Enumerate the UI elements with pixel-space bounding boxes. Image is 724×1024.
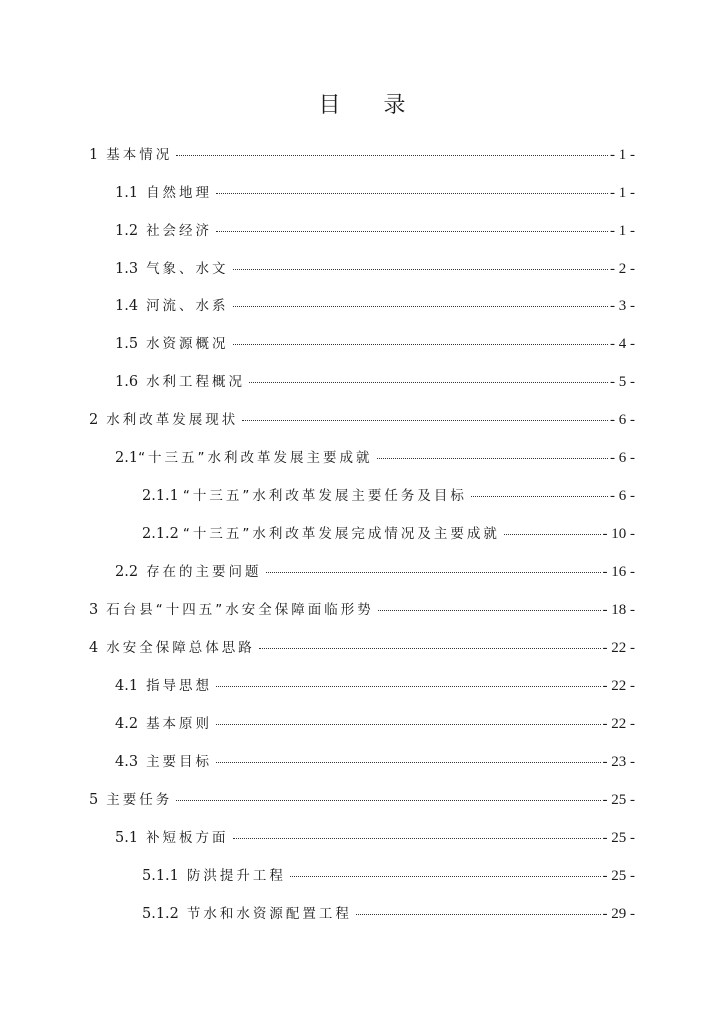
toc-page-number: - 2 - (610, 261, 635, 277)
toc-title: 水安全保障总体思路 (106, 640, 255, 656)
toc-page-number: - 29 - (602, 906, 635, 922)
toc-leader-dots (290, 876, 601, 877)
toc-entry[interactable] (115, 297, 635, 315)
toc-page-number: - 1 - (610, 147, 635, 163)
toc-page-number: - 22 - (602, 678, 635, 694)
toc-title: 自然地理 (146, 185, 213, 201)
toc-page-number: - 22 - (602, 716, 635, 732)
toc-page-number: - 25 - (602, 868, 635, 884)
toc-title: 基本情况 (106, 147, 173, 163)
toc-number: 4.1 (115, 678, 139, 694)
toc-title: 水利工程概况 (146, 374, 246, 390)
toc-number: 1.3 (115, 261, 139, 277)
toc-entry[interactable] (115, 715, 635, 733)
toc-title: 补短板方面 (146, 830, 229, 846)
toc-page-number: - 3 - (610, 298, 635, 314)
toc-page-number: - 4 - (610, 336, 635, 352)
toc-leader-dots (233, 344, 608, 345)
toc-entry[interactable] (115, 563, 635, 581)
toc-number: 2.1.2 (142, 526, 179, 542)
toc-entry[interactable] (115, 449, 635, 467)
toc-leader-dots (216, 193, 608, 194)
toc-number: 1.5 (115, 336, 139, 352)
toc-number: 2.2 (115, 564, 139, 580)
toc-leader-dots (233, 838, 601, 839)
toc-entry[interactable] (142, 867, 635, 885)
toc-entry[interactable] (142, 487, 635, 505)
toc-number: 1 (89, 147, 99, 163)
toc-leader-dots (356, 914, 601, 915)
toc-title: “十三五”水利改革发展完成情况及主要成就 (182, 526, 500, 542)
toc-number: 5.1.1 (142, 868, 179, 884)
toc-entry[interactable] (115, 222, 635, 240)
toc-leader-dots (216, 724, 600, 725)
toc-title: 防洪提升工程 (186, 868, 286, 884)
toc-number: 5.1.2 (142, 906, 179, 922)
toc-entry[interactable] (89, 411, 635, 429)
toc-number: 5 (89, 792, 99, 808)
toc-page-number: - 6 - (610, 412, 635, 428)
toc-number: 1.2 (115, 223, 139, 239)
toc-title: 指导思想 (146, 678, 213, 694)
toc-title: 石台县“十四五”水安全保障面临形势 (106, 602, 374, 618)
toc-page-number: - 10 - (602, 526, 635, 542)
toc-page-number: - 22 - (602, 640, 635, 656)
toc-title: 基本原则 (146, 716, 213, 732)
toc-number: 2 (89, 412, 99, 428)
toc-leader-dots (471, 496, 608, 497)
toc-page-number: - 1 - (610, 185, 635, 201)
toc-entry[interactable] (89, 601, 635, 619)
toc-leader-dots (233, 269, 608, 270)
toc-entry[interactable] (142, 525, 635, 543)
toc-title: 节水和水资源配置工程 (186, 906, 352, 922)
toc-number: 1.1 (115, 185, 139, 201)
toc-number: 4.3 (115, 754, 139, 770)
toc-entry[interactable] (89, 791, 635, 809)
toc-leader-dots (233, 306, 608, 307)
page-title: 目 录 (318, 93, 424, 118)
toc-leader-dots (176, 800, 600, 801)
toc-leader-dots (266, 572, 601, 573)
toc-page-number: - 6 - (610, 488, 635, 504)
toc-leader-dots (504, 534, 601, 535)
toc-entry[interactable] (115, 184, 635, 202)
toc-entry[interactable] (115, 373, 635, 391)
toc-title: 河流、水系 (146, 298, 229, 314)
toc-title: 气象、水文 (146, 261, 229, 277)
toc-page-number: - 23 - (602, 754, 635, 770)
toc-page-number: - 5 - (610, 374, 635, 390)
toc-leader-dots (216, 686, 600, 687)
toc-title: 社会经济 (146, 223, 213, 239)
toc-number: 4.2 (115, 716, 139, 732)
toc-page-number: - 25 - (602, 830, 635, 846)
toc-page-number: - 6 - (610, 450, 635, 466)
toc-entry[interactable] (115, 677, 635, 695)
toc-number: 1.6 (115, 374, 139, 390)
toc-entry[interactable] (115, 829, 635, 847)
toc-entry[interactable] (115, 753, 635, 771)
toc-number: 3 (89, 602, 99, 618)
toc-entry[interactable] (115, 260, 635, 278)
toc-page-number: - 1 - (610, 223, 635, 239)
toc-number: 5.1 (115, 830, 139, 846)
toc-title: 主要目标 (146, 754, 213, 770)
toc-entry[interactable] (89, 146, 635, 164)
toc-number: 4 (89, 640, 99, 656)
toc-page-number: - 25 - (602, 792, 635, 808)
toc-page-number: - 16 - (602, 564, 635, 580)
toc-number: 1.4 (115, 298, 139, 314)
toc-leader-dots (249, 382, 608, 383)
toc-leader-dots (378, 610, 601, 611)
toc-title: “十三五”水利改革发展主要成就 (138, 450, 373, 466)
toc-title: 存在的主要问题 (146, 564, 262, 580)
toc-page-number: - 18 - (602, 602, 635, 618)
toc-number: 2.1 (115, 450, 139, 466)
toc-entry[interactable] (115, 335, 635, 353)
toc-leader-dots (377, 458, 608, 459)
toc-entry[interactable] (89, 639, 635, 657)
toc-number: 2.1.1 (142, 488, 179, 504)
toc-leader-dots (176, 155, 608, 156)
toc-entry[interactable] (142, 905, 635, 923)
toc-leader-dots (259, 648, 601, 649)
toc-title: 主要任务 (106, 792, 173, 808)
toc-leader-dots (242, 420, 608, 421)
toc-leader-dots (216, 231, 608, 232)
toc-title: “十三五”水利改革发展主要任务及目标 (182, 488, 467, 504)
toc-title: 水利改革发展现状 (106, 412, 239, 428)
toc-title: 水资源概况 (146, 336, 229, 352)
toc-leader-dots (216, 762, 600, 763)
